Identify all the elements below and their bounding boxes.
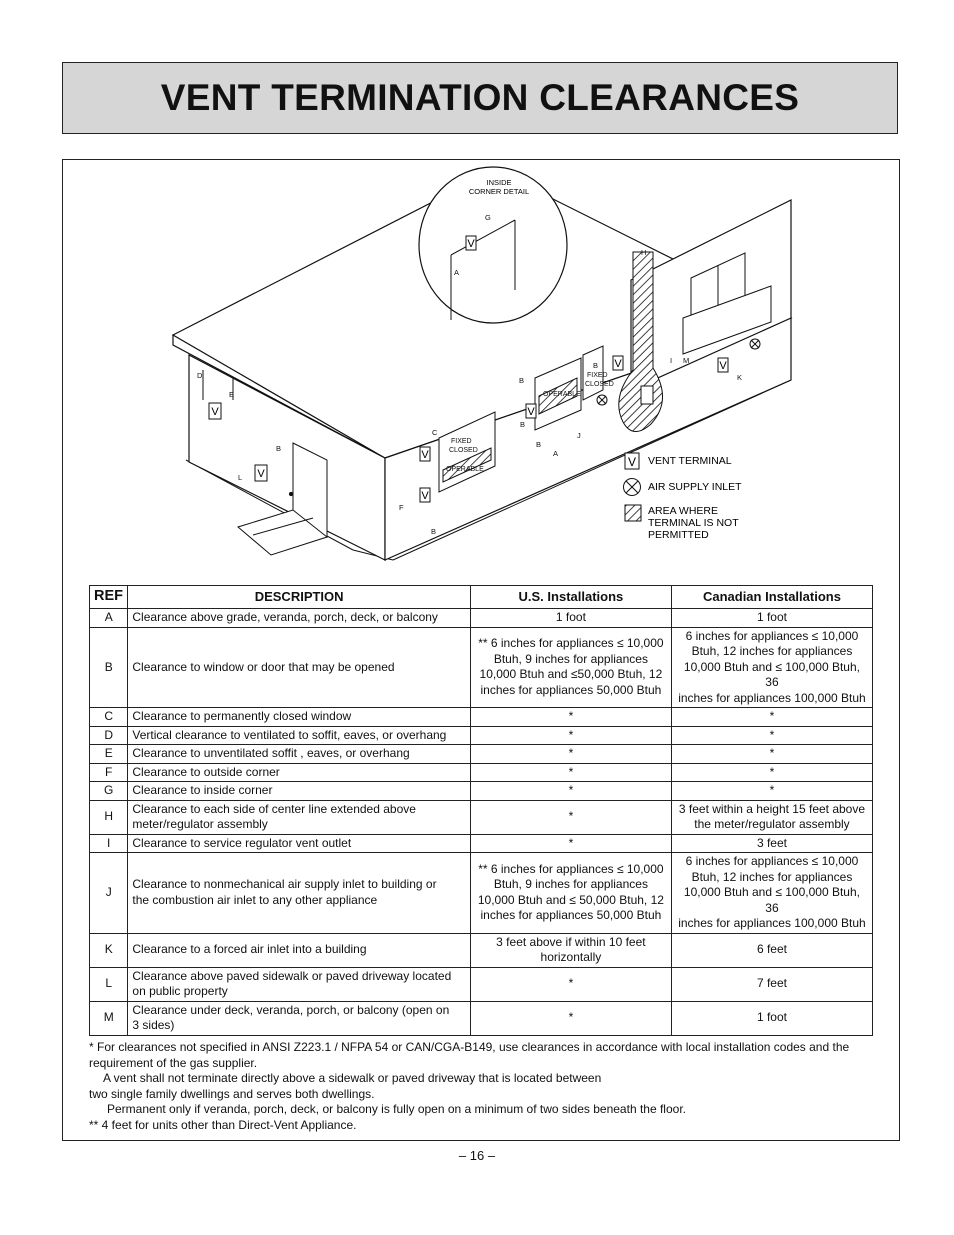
canada-cell	[671, 627, 872, 708]
svg-text:CLOSED: CLOSED	[585, 381, 614, 388]
label-b-door: B	[276, 444, 282, 453]
description-cell	[128, 834, 470, 853]
us-cell	[470, 1001, 671, 1035]
svg-text:FIXED: FIXED	[451, 438, 472, 445]
description-cell-line: Clearance to inside corner	[132, 783, 273, 797]
ref-cell: G	[90, 782, 128, 801]
ref-cell: C	[90, 708, 128, 727]
description-cell-line: on public property	[132, 984, 228, 998]
canada-cell-line: inches for appliances 100,000 Btuh	[678, 916, 866, 930]
inset-title-line1: INSIDE	[486, 178, 512, 187]
us-cell	[470, 763, 671, 782]
table-row	[90, 609, 873, 628]
label-j: J	[577, 431, 581, 440]
label-k: K	[737, 373, 743, 382]
note-line-3: A vent shall not terminate directly above a sidewalk or paved driveway that is located between	[103, 1071, 602, 1085]
svg-text:V: V	[527, 406, 535, 418]
label-c: C	[432, 428, 438, 437]
svg-text:V: V	[614, 358, 622, 370]
description-cell-line: Clearance above grade, veranda, porch, deck, or balcony	[132, 610, 438, 624]
us-cell-line: *	[568, 709, 574, 723]
svg-text:V: V	[467, 238, 475, 250]
canada-cell-line: *	[769, 764, 775, 779]
footnotes	[89, 1040, 879, 1133]
table-body	[90, 609, 873, 1036]
svg-text:OPERABLE: OPERABLE	[543, 391, 581, 398]
description-cell	[128, 933, 470, 967]
canada-cell-line: 3 feet	[756, 835, 787, 850]
table-row	[90, 1001, 873, 1035]
label-b-window: B	[519, 376, 525, 385]
description-cell	[128, 627, 470, 708]
canada-cell	[671, 708, 872, 727]
us-cell-line: Btuh, 9 inches for appliances	[493, 877, 648, 892]
us-cell-line: 10,000 Btuh and ≤ 50,000 Btuh, 12	[477, 892, 664, 907]
canada-cell	[671, 1001, 872, 1035]
ref-cell: F	[90, 763, 128, 782]
canada-cell-line: *	[769, 727, 775, 742]
description-cell	[128, 726, 470, 745]
clearance-table	[89, 585, 873, 1036]
us-cell-line: 1 foot	[555, 610, 586, 624]
table-row	[90, 745, 873, 764]
canada-cell-line: 6 inches for appliances ≤ 10,000	[685, 628, 859, 643]
description-cell-line: 3 sides)	[132, 1018, 175, 1032]
ref-cell: I	[90, 834, 128, 853]
ref-cell: H	[90, 800, 128, 834]
table-row	[90, 726, 873, 745]
us-cell	[470, 726, 671, 745]
description-cell-line: Clearance to permanently closed window	[132, 709, 352, 723]
legend-area-line2: TERMINAL IS NOT	[648, 517, 739, 529]
canada-cell	[671, 967, 872, 1001]
description-cell-line: Clearance under deck, veranda, porch, or balcony (open on	[132, 1002, 450, 1017]
svg-text:V: V	[257, 468, 265, 480]
header-canada: Canadian Installations	[671, 586, 872, 609]
legend	[624, 453, 743, 541]
canada-cell	[671, 745, 872, 764]
label-b-left: B	[520, 420, 526, 429]
description-cell	[128, 708, 470, 727]
us-cell	[470, 627, 671, 708]
canada-cell-line: 6 feet	[756, 942, 787, 957]
canada-cell-line: inches for appliances 100,000 Btuh	[678, 690, 866, 705]
canada-cell	[671, 800, 872, 834]
canada-cell	[671, 853, 872, 934]
us-cell	[470, 609, 671, 628]
note-line-2: requirement of the gas supplier.	[89, 1055, 258, 1070]
label-g: G	[485, 213, 491, 222]
us-cell-line: *	[568, 727, 574, 742]
canada-cell-line: *	[769, 783, 775, 797]
table-row	[90, 834, 873, 853]
note-line-4: two single family dwellings and serves both dwellings.	[89, 1086, 375, 1101]
description-cell-line: Clearance to nonmechanical air supply inlet to building or	[132, 877, 437, 892]
label-b-right: B	[593, 361, 599, 370]
title-banner	[62, 62, 898, 134]
note-line-5: Permanent only if veranda, porch, deck, or balcony is fully open on a minimum of two sides beneath the floor.	[107, 1102, 686, 1116]
us-cell-line: inches for appliances 50,000 Btuh	[480, 908, 662, 923]
description-cell	[128, 609, 470, 628]
canada-cell-line: 10,000 Btuh and ≤ 100,000 Btuh, 36	[683, 885, 860, 915]
page-title: VENT TERMINATION CLEARANCES	[160, 77, 800, 118]
table-row	[90, 933, 873, 967]
us-cell-line: *	[568, 783, 574, 797]
canada-cell	[671, 933, 872, 967]
svg-text:OPERABLE: OPERABLE	[446, 466, 484, 473]
table-row	[90, 763, 873, 782]
note-line-1: * For clearances not specified in ANSI Z223.1 / NFPA 54 or CAN/CGA-B149, use clearances in accordance with local installation codes and the	[89, 1040, 850, 1054]
description-cell-line: Clearance to each side of center line extended above	[132, 801, 416, 816]
us-cell	[470, 708, 671, 727]
canada-cell-line: Btuh, 12 inches for appliances	[691, 869, 853, 884]
legend-area-line3: PERMITTED	[648, 529, 709, 541]
label-m: M	[683, 356, 690, 365]
label-f: F	[399, 503, 404, 512]
label-a: A	[553, 449, 559, 458]
canada-cell-line: *	[769, 746, 775, 760]
ref-cell: B	[90, 627, 128, 708]
canada-cell-line: 10,000 Btuh and ≤ 100,000 Btuh, 36	[683, 659, 860, 689]
canada-cell	[671, 834, 872, 853]
label-b-bottom: B	[536, 440, 542, 449]
canada-cell	[671, 782, 872, 801]
description-cell-line: Clearance to unventilated soffit , eaves, or overhang	[132, 746, 410, 760]
description-cell	[128, 1001, 470, 1035]
inset-title-line2: CORNER DETAIL	[468, 187, 530, 196]
canada-cell-line: 1 foot	[756, 610, 787, 624]
us-cell	[470, 834, 671, 853]
header-us: U.S. Installations	[470, 586, 671, 609]
us-cell	[470, 967, 671, 1001]
table-header-row	[90, 586, 873, 609]
us-cell	[470, 782, 671, 801]
inside-corner-detail	[419, 167, 567, 323]
canada-cell-line: 3 feet within a height 15 feet above	[678, 801, 866, 816]
svg-text:V: V	[421, 449, 429, 461]
ref-cell: A	[90, 609, 128, 628]
description-cell	[128, 763, 470, 782]
description-cell-line: Clearance to window or door that may be opened	[132, 659, 395, 674]
legend-vent-terminal: VENT TERMINAL	[648, 455, 732, 467]
us-cell-line: 3 feet above if within 10 feet	[496, 934, 646, 949]
table-row	[90, 708, 873, 727]
us-cell-line: *	[568, 764, 574, 779]
description-cell	[128, 800, 470, 834]
us-cell-line: Btuh, 9 inches for appliances	[493, 651, 648, 666]
note-line-6: ** 4 feet for units other than Direct-Vent Appliance.	[89, 1117, 357, 1132]
canada-cell-line: 6 inches for appliances ≤ 10,000	[685, 854, 859, 868]
table-row	[90, 800, 873, 834]
table-row	[90, 782, 873, 801]
header-ref: REF	[90, 586, 128, 609]
legend-air-supply-inlet: AIR SUPPLY INLET	[648, 481, 742, 493]
svg-text:V: V	[627, 455, 637, 469]
label-i: I	[670, 356, 673, 365]
label-d: D	[197, 371, 203, 380]
us-cell	[470, 745, 671, 764]
description-cell	[128, 853, 470, 934]
us-cell	[470, 853, 671, 934]
us-cell-line: *	[568, 1010, 574, 1025]
canada-cell-line: 7 feet	[756, 976, 787, 991]
us-cell-line: horizontally	[540, 950, 602, 964]
us-cell-line: ** 6 inches for appliances ≤ 10,000	[478, 636, 664, 651]
us-cell-line: *	[568, 976, 574, 991]
table-row	[90, 627, 873, 708]
canada-cell	[671, 609, 872, 628]
ref-cell: K	[90, 933, 128, 967]
header-description: DESCRIPTION	[128, 586, 470, 609]
us-cell-line: ** 6 inches for appliances ≤ 10,000	[478, 861, 664, 876]
us-cell-line: inches for appliances 50,000 Btuh	[480, 682, 662, 697]
us-cell-line: 10,000 Btuh and ≤50,000 Btuh, 12	[479, 667, 663, 682]
us-cell-line: *	[568, 809, 574, 824]
us-cell-line: *	[568, 835, 574, 850]
ref-cell: J	[90, 853, 128, 934]
description-cell	[128, 782, 470, 801]
label-l: L	[238, 473, 243, 482]
ref-cell: E	[90, 745, 128, 764]
table-row	[90, 967, 873, 1001]
us-cell	[470, 933, 671, 967]
ref-cell: L	[90, 967, 128, 1001]
description-cell-line: the combustion air inlet to any other appliance	[132, 892, 378, 907]
svg-text:V: V	[719, 360, 727, 372]
description-cell-line: Clearance above paved sidewalk or paved driveway located	[132, 968, 452, 983]
canada-cell-line: Btuh, 12 inches for appliances	[691, 644, 853, 658]
canada-cell-line: 1 foot	[756, 1010, 787, 1025]
description-cell	[128, 745, 470, 764]
table-row	[90, 853, 873, 934]
description-cell-line: Vertical clearance to ventilated to soffit, eaves, or overhang	[132, 727, 447, 742]
description-cell-line: Clearance to service regulator vent outlet	[132, 835, 352, 850]
canada-cell-line: *	[769, 709, 775, 723]
description-cell-line: Clearance to outside corner	[132, 764, 280, 779]
svg-text:FIXED: FIXED	[587, 372, 608, 379]
legend-area-line1: AREA WHERE	[648, 505, 719, 517]
description-cell-line: Clearance to a forced air inlet into a building	[132, 942, 367, 957]
content-frame	[62, 159, 900, 1141]
canada-cell	[671, 726, 872, 745]
vent-clearance-diagram	[63, 160, 898, 580]
ref-cell: M	[90, 1001, 128, 1035]
svg-text:CLOSED: CLOSED	[449, 447, 478, 454]
canada-cell-line: the meter/regulator assembly	[694, 817, 850, 831]
svg-text:V: V	[421, 490, 429, 502]
label-h: H	[641, 248, 647, 257]
us-cell	[470, 800, 671, 834]
label-a-inset: A	[454, 268, 460, 277]
description-cell	[128, 967, 470, 1001]
label-b-lower: B	[431, 527, 437, 536]
label-e: E	[229, 390, 235, 399]
canada-cell	[671, 763, 872, 782]
us-cell-line: *	[568, 746, 574, 760]
page-number: – 16 –	[458, 1148, 496, 1163]
description-cell-line: meter/regulator assembly	[132, 817, 268, 831]
ref-cell: D	[90, 726, 128, 745]
svg-text:V: V	[211, 406, 219, 418]
